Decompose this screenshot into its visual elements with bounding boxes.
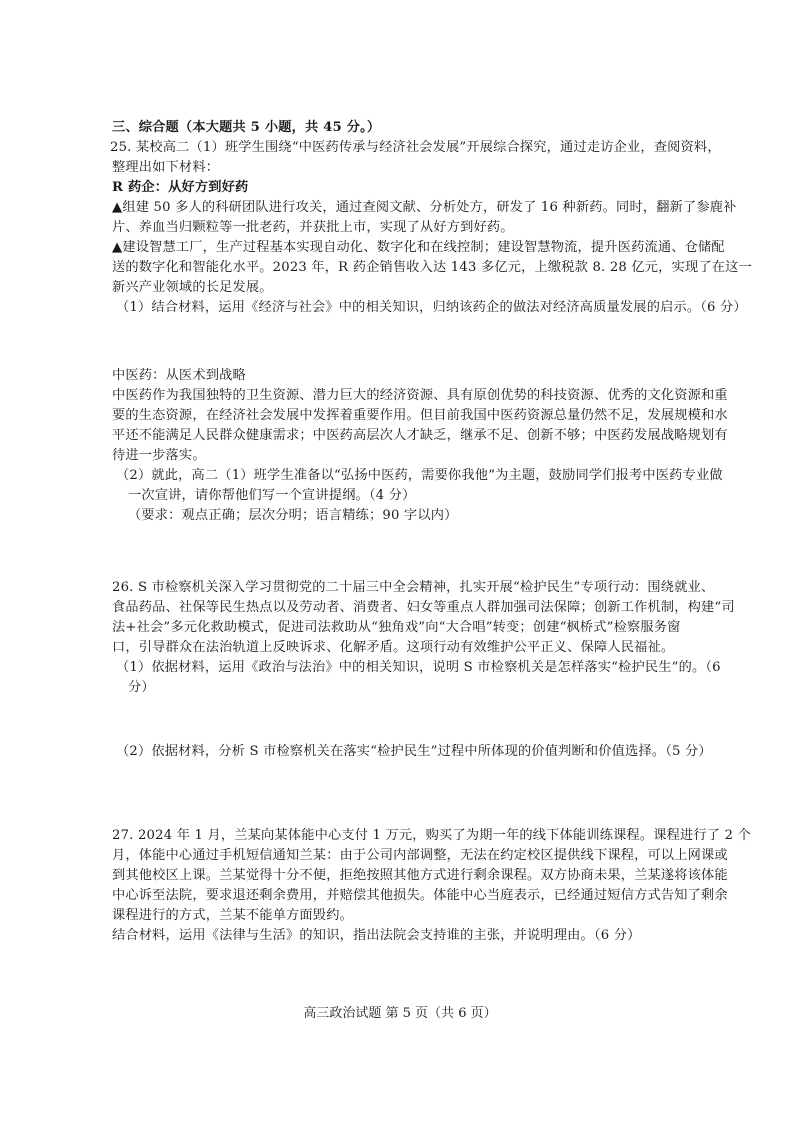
q25-material2-line-3: 平还不能满足人民群众健康需求；中医药高层次人才缺乏，继承不足、创新不够；中医药发展战略规划有 <box>112 428 728 443</box>
q25-material1-line-5: 新兴产业领域的长足发展。 <box>112 280 273 295</box>
q25-material1-line-2: 片、养血当归颗粒等一批老药，并获批上市，实现了从好方到好药。 <box>112 220 514 235</box>
q26-question-2: （2）依据材料，分析 S 市检察机关在落实“检护民生”过程中所体现的价值判断和价值选择。（5 分） <box>116 744 712 759</box>
q25-question-2-line-2: 一次宣讲，请你帮他们写一个宣讲提纲。（4 分） <box>128 488 416 503</box>
q26-stem-line-4: 口，引导群众在法治轨道上反映诉求、化解矛盾。这项行动有效维护公平正义、保障人民福祉。 <box>112 640 675 655</box>
q25-material2-line-4: 待进一步落实。 <box>112 448 206 463</box>
q25-material2-line-1: 中医药作为我国独特的卫生资源、潜力巨大的经济资源、具有原创优势的科技资源、优秀的文化资源和重 <box>112 388 728 403</box>
q25-question-2-line-1: （2）就此，高二（1）班学生准备以“弘扬中医药，需要你我他”为主题，鼓励同学们报考中医药专业做 <box>116 468 723 483</box>
q27-stem-line-2: 月，体能中心通过手机短信通知兰某：由于公司内部调整，无法在约定校区提供线下课程，可以上网课或 <box>112 848 728 863</box>
q25-material1-title: R 药企：从好方到好药 <box>112 180 249 195</box>
q25-material1-line-1: ▲组建 50 多人的科研团队进行攻关，通过查阅文献、分析处方，研发了 16 种新药。同时，翻新了参鹿补 <box>112 200 737 215</box>
q26-stem-line-2: 食品药品、社保等民生热点以及劳动者、消费者、妇女等重点人群加强司法保障；创新工作机制，构建“司 <box>112 600 735 615</box>
q25-question-2-requirements: （要求：观点正确；层次分明；语言精练；90 字以内） <box>128 508 458 523</box>
q26-question-1: （1）依据材料，运用《政治与法治》中的相关知识，说明 S 市检察机关是怎样落实“检护民生”的。（6 <box>116 660 721 675</box>
q27-stem-line-4: 中心诉至法院，要求退还剩余费用，并赔偿其他损失。体能中心当庭表示，已经通过短信方式告知了剩余 <box>112 888 728 903</box>
q27-stem-line-3: 到其他校区上课。兰某觉得十分不便，拒绝按照其他方式进行剩余课程。双方协商未果，兰某遂将该体能 <box>112 868 728 883</box>
q27-question: 结合材料，运用《法律与生活》的知识，指出法院会支持谁的主张，并说明理由。（6 分） <box>112 928 641 943</box>
q25-material2-title: 中医药：从医术到战略 <box>112 368 246 383</box>
q26-stem-line-3: 法+社会”多元化救助模式，促进司法救助从“独角戏”向“大合唱”转变；创建“枫桥式”检察服务窗 <box>112 620 681 635</box>
q25-intro-line-1: 25. 某校高二（1）班学生围绕“中医药传承与经济社会发展”开展综合探究，通过走访企业，查阅资料， <box>110 140 721 155</box>
q26-stem-line-1: 26. S 市检察机关深入学习贯彻党的二十届三中全会精神，扎实开展“检护民生”专项行动：围绕就业、 <box>112 580 715 595</box>
q25-intro-line-2: 整理出如下材料： <box>112 160 220 175</box>
page-footer: 高三政治试题 第 5 页（共 6 页） <box>303 1006 497 1021</box>
q27-stem-line-5: 课程进行的方式，兰某不能单方面毁约。 <box>112 908 353 923</box>
q27-stem-line-1: 27. 2024 年 1 月，兰某向某体能中心支付 1 万元，购买了为期一年的线下体能训练课程。课程进行了 2 个 <box>112 828 751 843</box>
q25-material1-line-3: ▲建设智慧工厂，生产过程基本实现自动化、数字化和在线控制；建设智慧物流，提升医药流通、仓储配 <box>112 240 725 255</box>
q25-material2-line-2: 要的生态资源，在经济社会发展中发挥着重要作用。但目前我国中医药资源总量仍然不足，发展规模和水 <box>112 408 728 423</box>
q26-question-1-tail: 分） <box>128 680 155 695</box>
q25-question-1: （1）结合材料，运用《经济与社会》中的相关知识，归纳该药企的做法对经济高质量发展的启示。（6 分） <box>116 300 747 315</box>
section-heading: 三、综合题（本大题共 5 小题，共 45 分。） <box>112 120 381 135</box>
q25-material1-line-4: 送的数字化和智能化水平。2023 年，R 药企销售收入达 143 多亿元，上缴税款 8. 28 亿元，实现了在这一 <box>112 260 752 275</box>
